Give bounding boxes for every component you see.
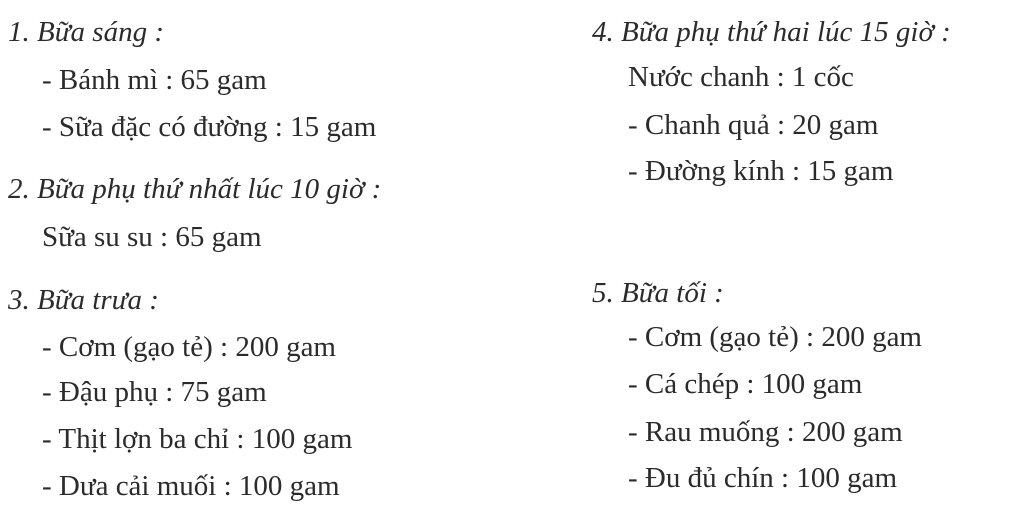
meal-2-heading: 2. Bữa phụ thứ nhất lúc 10 giờ : [8,173,382,205]
meal-3-item-4: - Dưa cải muối : 100 gam [42,470,340,502]
meal-1-heading: 1. Bữa sáng : [8,16,164,48]
meal-3-item-1: - Cơm (gạo tẻ) : 200 gam [42,331,336,363]
meal-5-item-2: - Cá chép : 100 gam [628,368,863,400]
meal-1-item-1: - Bánh mì : 65 gam [42,64,267,96]
meal-5-item-3: - Rau muống : 200 gam [628,416,903,448]
meal-1-item-2: - Sữa đặc có đường : 15 gam [42,111,377,143]
meal-4-item-3: - Đường kính : 15 gam [628,155,894,187]
meal-4-item-2: - Chanh quả : 20 gam [628,109,879,141]
meal-5-item-4: - Đu đủ chín : 100 gam [628,462,898,494]
meal-5-item-1: - Cơm (gạo tẻ) : 200 gam [628,321,922,353]
meal-2-item-1: Sữa su su : 65 gam [42,221,262,253]
meal-4-heading: 4. Bữa phụ thứ hai lúc 15 giờ : [592,16,951,48]
meal-3-item-3: - Thịt lợn ba chỉ : 100 gam [42,423,353,455]
meal-3-heading: 3. Bữa trưa : [8,284,159,316]
meal-5-heading: 5. Bữa tối : [592,277,724,309]
meal-4-item-1: Nước chanh : 1 cốc [628,61,854,93]
meal-3-item-2: - Đậu phụ : 75 gam [42,376,267,408]
